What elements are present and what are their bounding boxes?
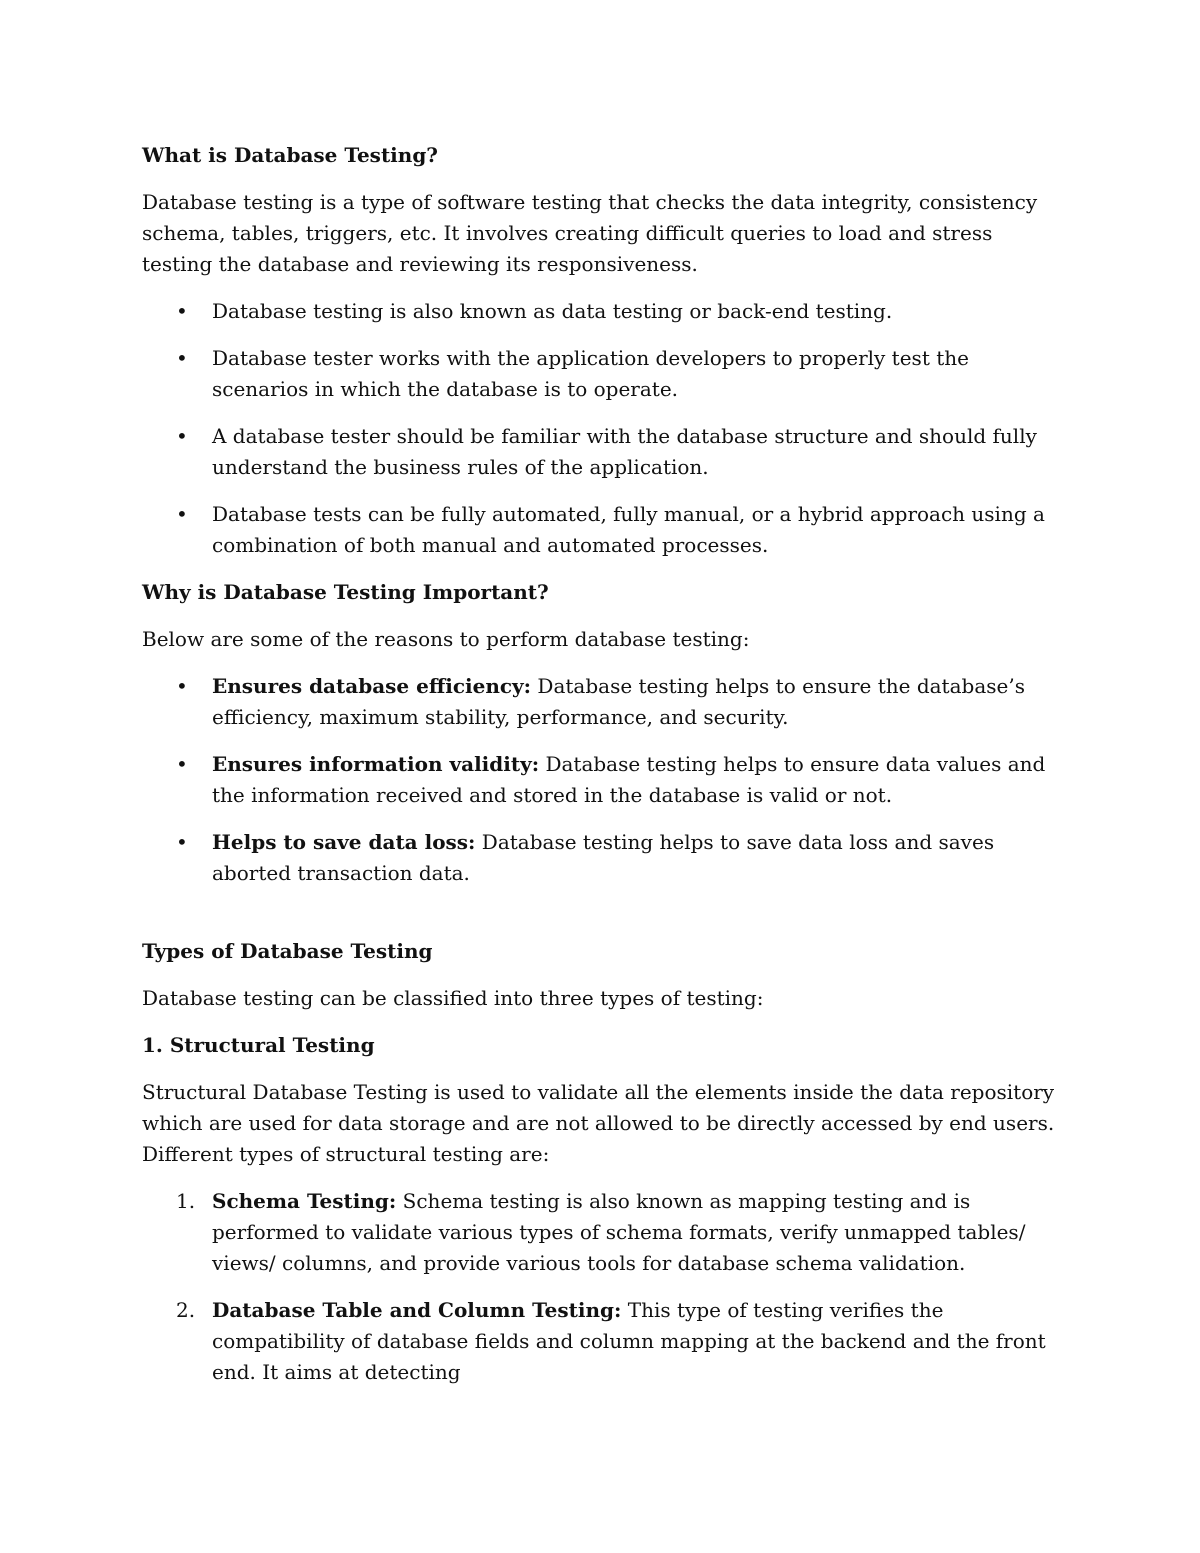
numbered-list-structural (142, 1186, 1062, 1388)
item-term: Database Table and Column Testing: (212, 1298, 622, 1322)
bullet-list-what (142, 296, 1062, 561)
item-number: 1. (176, 1189, 196, 1213)
list-item: • Ensures information validity: Database testing helps to ensure data values and the information received and stored in the database is valid or not. (142, 749, 1062, 811)
bullet-icon: • (176, 830, 188, 854)
bullet-icon: • (176, 502, 188, 526)
paragraph-structural-intro: Structural Database Testing is used to validate all the elements inside the data repository which are used for data storage and are not allowed to be directly accessed by end users. Different types of structural testing are: (142, 1080, 1055, 1166)
paragraph-types-intro: Database testing can be classified into three types of testing: (142, 986, 764, 1010)
list-item: • Helps to save data loss: Database testing helps to save data loss and saves aborted transaction data. (142, 827, 1062, 889)
bullet-icon: • (176, 299, 188, 323)
item-term: Ensures information validity: (212, 752, 540, 776)
item-term: Ensures database efficiency: (212, 674, 532, 698)
list-item: • Ensures database efficiency: Database testing helps to ensure the database’s efficiency, maximum stability, performance, and security. (142, 671, 1062, 733)
item-term: Schema Testing: (212, 1189, 397, 1213)
list-item: • Database tests can be fully automated, fully manual, or a hybrid approach using a combination of both manual and automated processes. (142, 499, 1062, 561)
bullet-list-why (142, 671, 1062, 889)
list-item: • Database tester works with the application developers to properly test the scenarios in which the database is to operate. (142, 343, 1062, 405)
list-item: 2. Database Table and Column Testing: This type of testing verifies the compatibility of database fields and column mapping at the backend and the front end. It aims at detecting (142, 1295, 1062, 1388)
item-number: 2. (176, 1298, 196, 1322)
list-item: • Database testing is also known as data testing or back-end testing. (142, 296, 1062, 327)
subheading-structural-testing: 1. Structural Testing (142, 1033, 375, 1057)
bullet-icon: • (176, 674, 188, 698)
spacer (142, 889, 1062, 936)
heading-why-important: Why is Database Testing Important? (142, 580, 549, 604)
paragraph-why-intro: Below are some of the reasons to perform database testing: (142, 627, 750, 651)
heading-what-is-database-testing: What is Database Testing? (142, 143, 439, 167)
bullet-icon: • (176, 752, 188, 776)
bullet-icon: • (176, 424, 188, 448)
bullet-icon: • (176, 346, 188, 370)
list-item: 1. Schema Testing: Schema testing is also known as mapping testing and is performed to validate various types of schema formats, verify unmapped tables/ views/ columns, and provide various tools for database schema validation. (142, 1186, 1062, 1279)
item-term: Helps to save data loss: (212, 830, 476, 854)
heading-types-of-testing: Types of Database Testing (142, 939, 433, 963)
paragraph-what-intro: Database testing is a type of software testing that checks the data integrity, consistency schema, tables, triggers, etc. It involves creating difficult queries to load and stress testing the database and reviewing its responsiveness. (142, 190, 1038, 276)
list-item: • A database tester should be familiar with the database structure and should fully understand the business rules of the application. (142, 421, 1062, 483)
document-body (142, 140, 1062, 1404)
